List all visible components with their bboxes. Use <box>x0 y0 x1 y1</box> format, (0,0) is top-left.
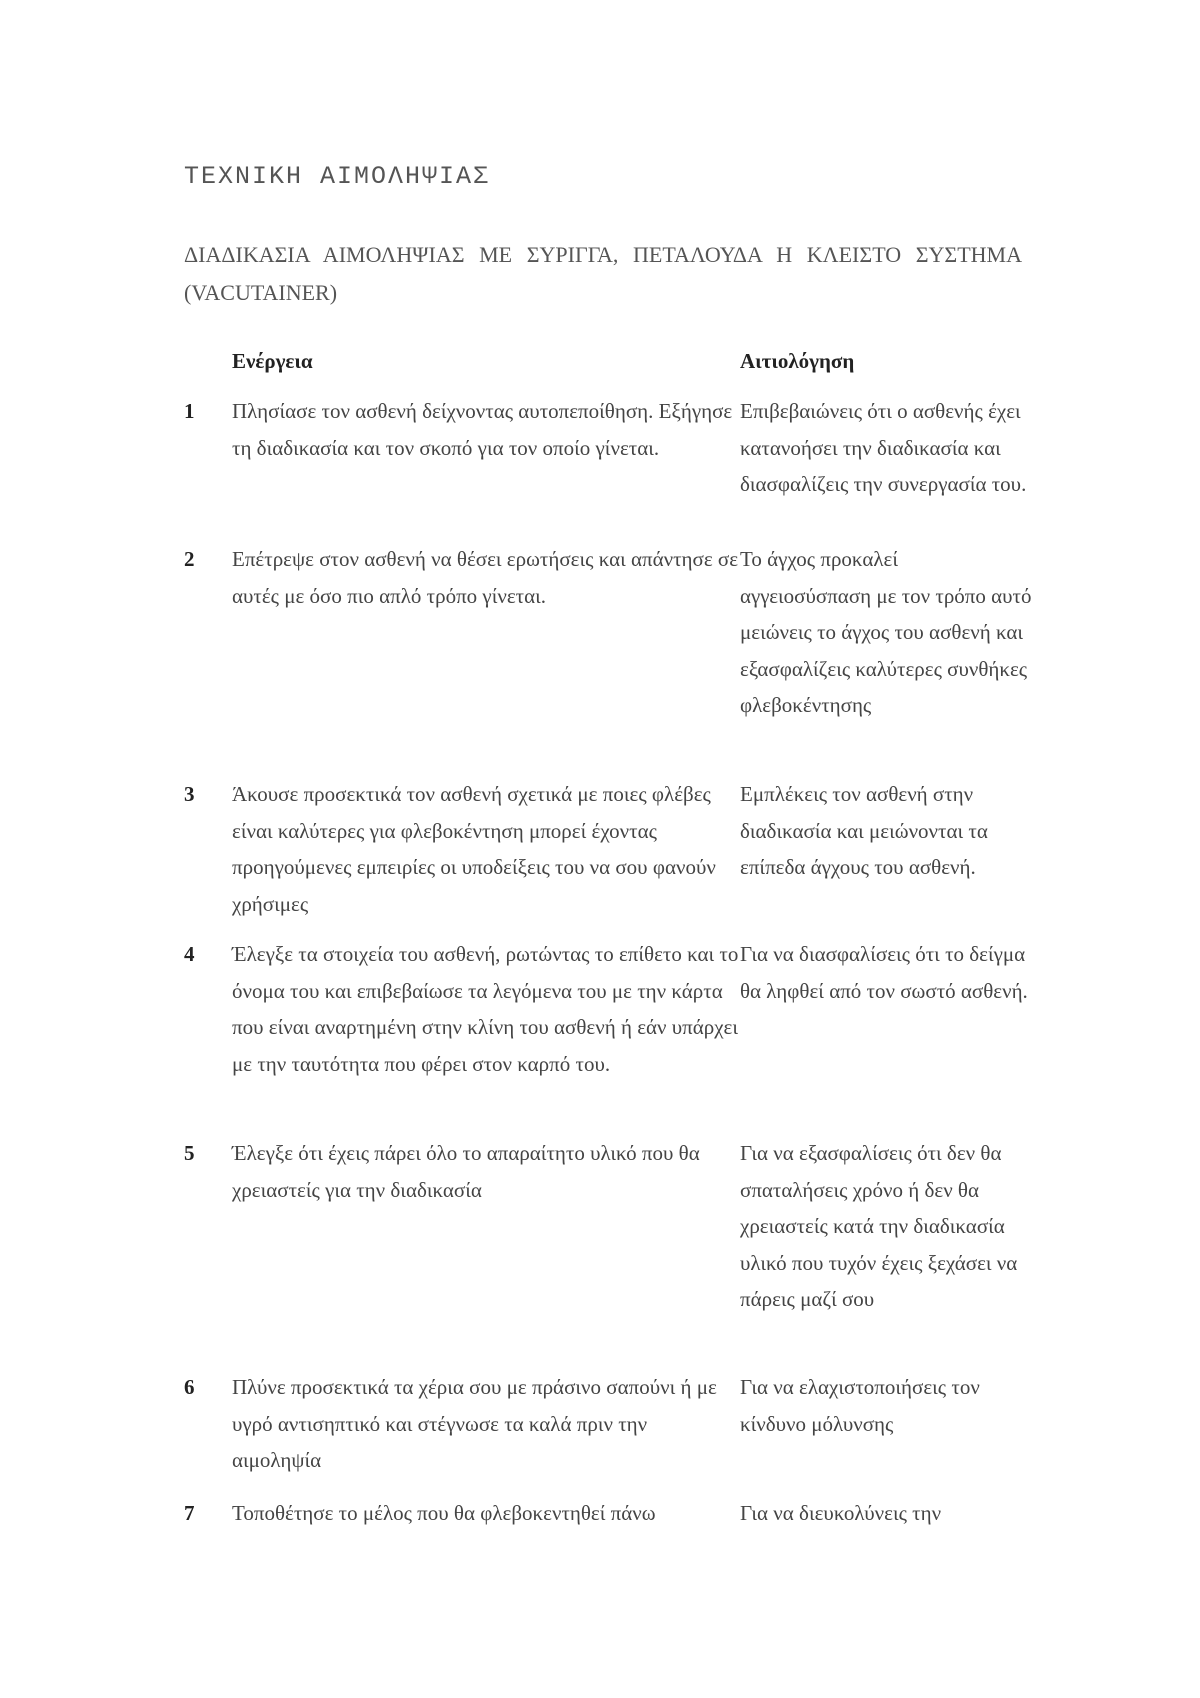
table-header-row <box>184 343 1034 393</box>
row-reason: Για να διασφαλίσεις ότι το δείγμα θα ληφθεί από τον σωστό ασθενή. <box>740 942 1028 1003</box>
row-action: Πλησίασε τον ασθενή δείχνοντας αυτοπεποίθηση. Εξήγησε τη διαδικασία και τον σκοπό για τον οποίο γίνεται. <box>232 399 733 460</box>
row-number: 6 <box>184 1375 195 1399</box>
document-title: ΤΕΧΝΙΚΗ ΑΙΜΟΛΗΨΙΑΣ <box>184 162 491 191</box>
row-action: Τοποθέτησε το μέλος που θα φλεβοκεντηθεί πάνω <box>232 1501 656 1525</box>
table-row <box>184 1369 1034 1495</box>
table-row <box>184 541 1034 776</box>
row-number: 2 <box>184 547 195 571</box>
document-subtitle: ΔΙΑΔΙΚΑΣΙΑ ΑΙΜΟΛΗΨΙΑΣ ΜΕ ΣΥΡΙΓΓΑ, ΠΕΤΑΛΟΥΔΑ Η ΚΛΕΙΣΤΟ ΣΥΣΤΗΜΑ (VACUTAINER) <box>184 242 1022 305</box>
row-reason: Επιβεβαιώνεις ότι ο ασθενής έχει κατανοήσει την διαδικασία και διασφαλίζεις την συνεργασία του. <box>740 399 1027 496</box>
table-row <box>184 776 1034 936</box>
row-reason: Για να εξασφαλίσεις ότι δεν θα σπαταλήσεις χρόνο ή δεν θα χρειαστείς κατά την διαδικασία υλικό που τυχόν έχεις ξεχάσει να πάρεις μαζί σου <box>740 1141 1018 1311</box>
row-action: Άκουσε προσεκτικά τον ασθενή σχετικά με ποιες φλέβες είναι καλύτερες για φλεβοκέντηση μπορεί έχοντας προηγούμενες εμπειρίες οι υποδείξεις του να σου φανούν χρήσιμες <box>232 782 716 916</box>
table-row <box>184 1135 1034 1369</box>
row-action: Επέτρεψε στον ασθενή να θέσει ερωτήσεις και απάντησε σε αυτές με όσο πιο απλό τρόπο γίνεται. <box>232 547 739 608</box>
row-number: 5 <box>184 1141 195 1165</box>
row-action: Πλύνε προσεκτικά τα χέρια σου με πράσινο σαπούνι ή με υγρό αντισηπτικό και στέγνωσε τα καλά πριν την αιμοληψία <box>232 1375 717 1472</box>
procedure-table <box>184 343 1034 1535</box>
table-row <box>184 393 1034 541</box>
row-reason: Για να διευκολύνεις την <box>740 1501 942 1525</box>
row-number: 3 <box>184 782 195 806</box>
row-number: 7 <box>184 1501 195 1525</box>
row-reason: Για να ελαχιστοποιήσεις τον κίνδυνο μόλυνσης <box>740 1375 980 1436</box>
row-action: Έλεγξε ότι έχεις πάρει όλο το απαραίτητο υλικό που θα χρειαστείς για την διαδικασία <box>232 1141 700 1202</box>
header-reason: Αιτιολόγηση <box>740 349 855 373</box>
row-reason: Το άγχος προκαλεί αγγειοσύσπαση με τον τρόπο αυτό μειώνεις το άγχος του ασθενή και εξασφαλίζεις καλύτερες συνθήκες φλεβοκέντησης <box>740 547 1032 717</box>
row-action: Έλεγξε τα στοιχεία του ασθενή, ρωτώντας το επίθετο και το όνομα του και επιβεβαίωσε τα λεγόμενα του με την κάρτα που είναι αναρτημένη στην κλίνη του ασθενή ή εάν υπάρχει με την ταυτότητα που φέρει στον καρπό του. <box>232 942 739 1076</box>
table-row <box>184 1495 1034 1535</box>
header-action: Ενέργεια <box>232 349 313 373</box>
row-number: 4 <box>184 942 195 966</box>
table-row <box>184 936 1034 1135</box>
row-reason: Εμπλέκεις τον ασθενή στην διαδικασία και μειώνονται τα επίπεδα άγχους του ασθενή. <box>740 782 988 879</box>
row-number: 1 <box>184 399 195 423</box>
